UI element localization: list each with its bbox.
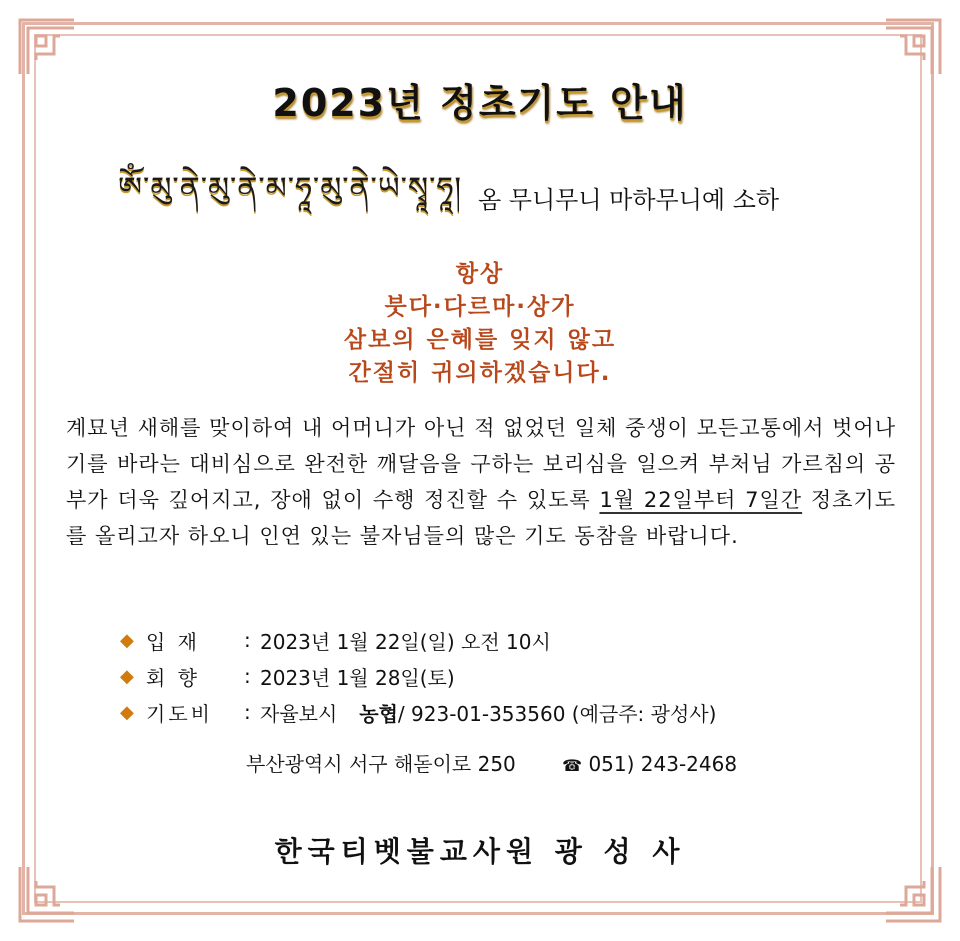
vow-line: 삼보의 은혜를 잊지 않고: [343, 327, 617, 353]
info-row-fee: [120, 694, 860, 730]
phone-number: 051) 243-2468: [588, 752, 738, 776]
entry-label: 입 재: [146, 629, 200, 654]
end-label: 회 향: [146, 665, 200, 690]
body-paragraph: [66, 410, 896, 554]
entry-value: 2023년 1월 22일(일) 오전 10시: [260, 629, 551, 654]
colon: :: [244, 700, 251, 724]
diamond-bullet-icon: ◆: [120, 665, 134, 687]
address-line: [246, 748, 737, 777]
bank-name: 농협: [359, 701, 398, 726]
vow-line: 항상: [455, 261, 505, 287]
body-text-part2: 정초기도를 올리고자 하오니 인연 있는 불자님들의 많은 기도 동참을 바랍니다.: [66, 488, 897, 548]
info-row-end: [120, 658, 860, 694]
vow-line: 간절히 귀의하겠습니다.: [348, 360, 612, 386]
vow-block: [0, 258, 960, 390]
body-text-part1: 계묘년 새해를 맞이하여 내 어머니가 아닌 적 없었던 일체 중생이 모든고통에서 벗어나기를 바라는 대비심으로 완전한 깨달음을 구하는 보리심을 일으켜 부처님 가르침의 공부가 더욱 깊어지고, 장애 없이 수행 정진할 수 있도록: [66, 416, 896, 512]
mantra-korean: 옴 무니무니 마하무니예 소하: [477, 185, 780, 214]
address: 부산광역시 서구 해돋이로 250: [246, 752, 516, 776]
mantra-tibetan: ༀ་མུ་ནེ་མུ་ནེ་མ་ཧཱ་མུ་ནེ་ཡེ་སྭཱ་ཧཱ།: [118, 171, 462, 206]
corner-ornament-icon: [16, 16, 78, 78]
fee-label: 기도비: [146, 701, 213, 726]
colon: :: [244, 628, 251, 652]
diamond-bullet-icon: ◆: [120, 701, 134, 723]
phone-icon: ☎: [562, 756, 583, 775]
info-row-entry: [120, 622, 860, 658]
corner-ornament-icon: [16, 863, 78, 925]
bank-account: / 923-01-353560 (예금주: 광성사): [397, 701, 717, 726]
info-list: [120, 622, 860, 730]
corner-ornament-icon: [882, 863, 944, 925]
vow-line: 붓다·다르마·상가: [384, 294, 576, 320]
diamond-bullet-icon: ◆: [120, 629, 134, 651]
colon: :: [244, 664, 251, 688]
prayer-period: 1월 22일부터 7일간: [599, 488, 803, 512]
end-value: 2023년 1월 28일(토): [260, 665, 455, 690]
page-title: 2023년 정초기도 안내: [272, 81, 688, 125]
mantra-row: [118, 172, 858, 222]
corner-ornament-icon: [882, 16, 944, 78]
temple-name: 한국티벳불교사원 광 성 사: [274, 835, 686, 868]
fee-value: 자율보시: [260, 701, 338, 726]
